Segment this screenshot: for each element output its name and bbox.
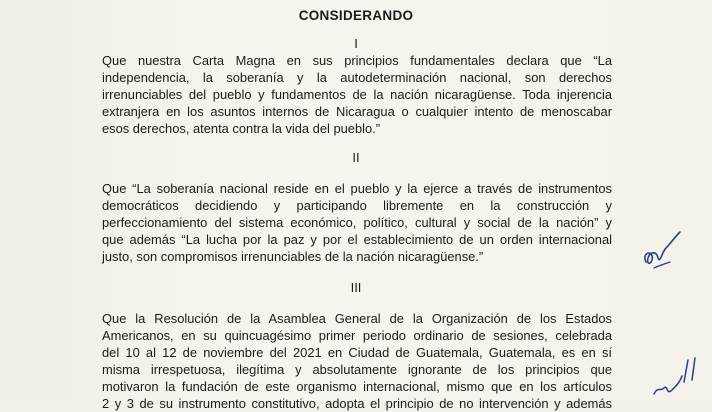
- paragraph-line: extranjera en los asuntos internos de Nicaragua o cualquier intento de menoscabar: [102, 104, 612, 119]
- paragraph-line: irrenunciables del pueblo y fundamentos de la nación nicaragüense. Toda injerencia: [102, 87, 612, 102]
- paragraph-line: Americanos, en su quincuagésimo primer periodo ordinario de sesiones, celebrada: [102, 328, 612, 343]
- margin-signature-icon: [640, 228, 684, 274]
- paragraph-line: motivaron la fundación de este organismo internacional, mismo que en los artículos: [102, 379, 612, 394]
- section-numeral-i: [0, 35, 712, 52]
- document-heading: CONSIDERANDO: [298, 8, 414, 23]
- paragraph-line: que además “La lucha por la paz y por el establecimiento de un orden internacional: [102, 232, 612, 247]
- paragraph-line: misma irrespetuosa, ilegítima y absolutamente ignorante de los principios que: [102, 362, 612, 377]
- paragraph-line: Que nuestra Carta Magna en sus principios fundamentales declara que “La: [102, 53, 612, 68]
- paragraph-line: del 10 al 12 de noviembre del 2021 en Ciudad de Guatemala, Guatemala, es en sí: [102, 345, 612, 360]
- paragraph-considerando-1: [102, 52, 612, 137]
- paragraph-considerando-3: [102, 310, 612, 412]
- paragraph-line: perfeccionamiento del sistema económico, político, cultural y social de la nación” y: [102, 215, 612, 230]
- paragraph-line: esos derechos, atenta contra la vida del pueblo.”: [102, 121, 381, 136]
- paragraph-line: justo, son compromisos irrenunciables de la nación nicaragüense.”: [102, 249, 484, 264]
- section-numeral-ii: II: [352, 150, 360, 165]
- paragraph-considerando-2: [102, 180, 612, 265]
- paragraph-line: democráticos decidiendo y participando libremente en la construcción y: [102, 198, 612, 213]
- paragraph-line: 2 y 3 de su instrumento constitutivo, adopta el principio de no intervención y además: [102, 396, 612, 411]
- section-numeral-iii: III: [350, 280, 362, 295]
- margin-signature-icon: [650, 352, 700, 400]
- paragraph-line: Que la Resolución de la Asamblea General de la Organización de los Estados: [102, 311, 612, 326]
- paragraph-line: I: [354, 36, 358, 51]
- paragraph-line: Que “La soberanía nacional reside en el pueblo y la ejerce a través de instrumentos: [102, 181, 612, 196]
- paragraph-line: independencia, la soberanía y la autodeterminación nacional, son derechos: [102, 70, 612, 85]
